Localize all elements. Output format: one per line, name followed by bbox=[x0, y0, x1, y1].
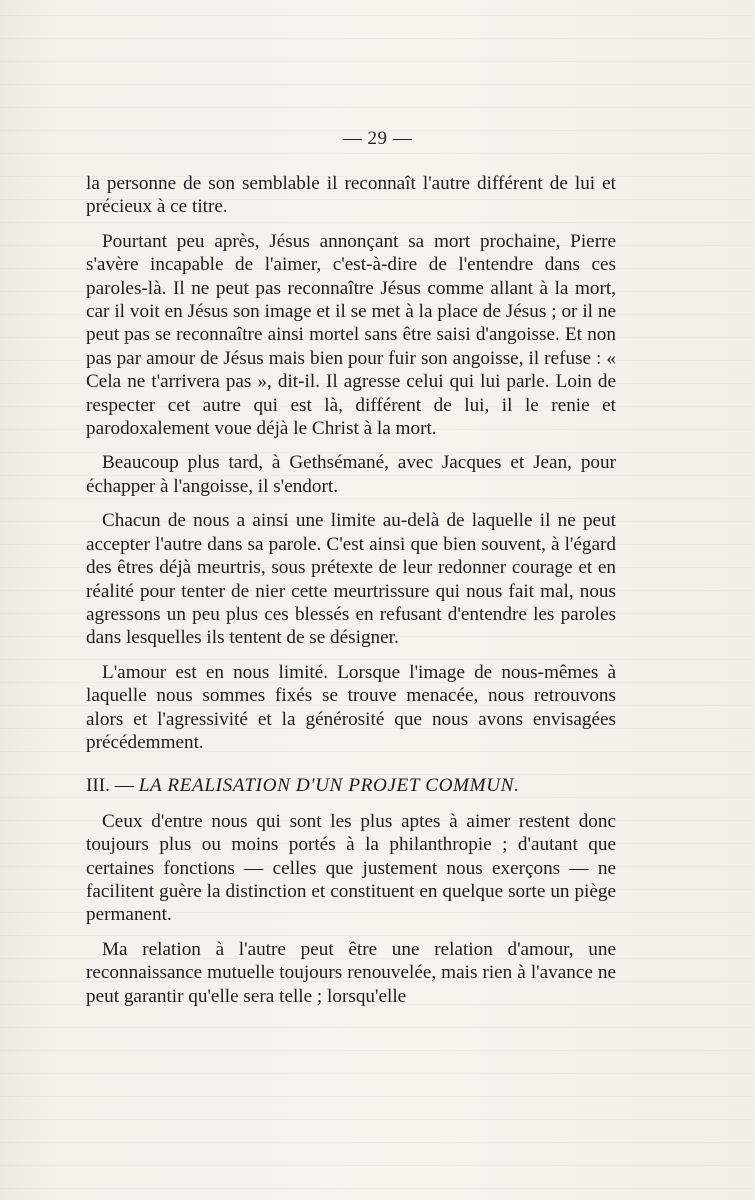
paragraph: Ceux d'entre nous qui sont les plus aptes à aimer restent donc toujours plus ou moins portés à la philanthropie ; d'autant que certaines fonctions — celles que justement nous exerçons — ne facilitent guère la distinction et constituent en quelque sorte un piège permanent. bbox=[86, 810, 616, 926]
paragraph: Pourtant peu après, Jésus annonçant sa mort prochaine, Pierre s'avère incapable de l'aimer, c'est-à-dire de l'entendre dans ces paroles-là. Il ne peut pas reconnaître Jésus comme allant à la mort, car il voit en Jésus son image et il se met à la place de Jésus ; or il ne peut pas se reconnaître ainsi mortel sans être saisi d'angoisse. Et non pas par amour de Jésus mais bien pour fuir son angoisse, il refuse : « Cela ne t'arrivera pas », dit-il. Il agresse celui qui lui parle. Loin de respecter cet autre qui est là, différent de lui, il le renie et parodoxalement voue déjà le Christ à la mort. bbox=[86, 230, 616, 440]
paragraph: L'amour est en nous limité. Lorsque l'image de nous-mêmes à laquelle nous sommes fixés se trouve menacée, nous retrouvons alors et l'agressivité et la générosité que nous avons envisagées précédemment. bbox=[86, 661, 616, 753]
section-number: III. — bbox=[86, 775, 139, 797]
paragraph: Beaucoup plus tard, à Gethsémané, avec Jacques et Jean, pour échapper à l'angoisse, il s'endort. bbox=[86, 452, 616, 497]
paragraph-continuation: la personne de son semblable il reconnaît l'autre différent de lui et précieux à ce titre. bbox=[86, 173, 616, 218]
paragraph: Ma relation à l'autre peut être une relation d'amour, une reconnaissance mutuelle toujours renouvelée, mais rien à l'avance ne peut garantir qu'elle sera telle ; lorsqu'elle bbox=[86, 938, 616, 1007]
paragraph: Chacun de nous a ainsi une limite au-delà de laquelle il ne peut accepter l'autre dans sa parole. C'est ainsi que bien souvent, à l'égard des êtres déjà meurtris, sous prétexte de leur redonner courage et en réalité pour tenter de nier cette meurtrissure qui nous fait mal, nous agressons un peu plus ces blessés en refusant d'entendre les paroles dans lesquelles ils tentent de se désigner. bbox=[86, 510, 616, 649]
section-heading bbox=[86, 774, 616, 797]
section-title: LA REALISATION D'UN PROJET COMMUN. bbox=[138, 775, 520, 797]
body-text bbox=[86, 172, 616, 1019]
page-number: — 29 — bbox=[342, 128, 413, 149]
